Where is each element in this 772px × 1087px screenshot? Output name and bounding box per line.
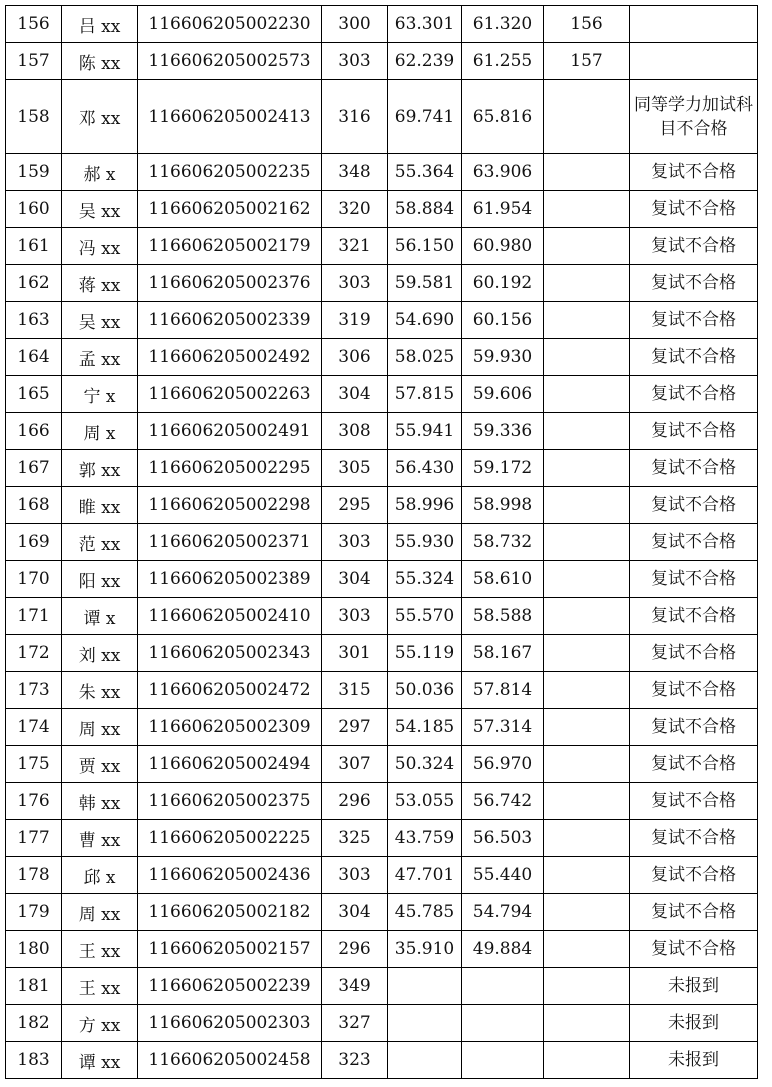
name-cell: 陈 xx <box>62 43 138 80</box>
remark-cell: 未报到 <box>630 1042 758 1079</box>
initial-score-cell: 316 <box>322 80 388 154</box>
exam-id-cell: 116606205002343 <box>138 635 322 672</box>
row-number-cell: 160 <box>6 191 62 228</box>
retest-score-cell: 58.996 <box>388 487 462 524</box>
rank-cell: 156 <box>544 6 630 43</box>
initial-score-cell: 303 <box>322 43 388 80</box>
table-row <box>6 820 758 857</box>
initial-score-cell: 304 <box>322 561 388 598</box>
rank-cell <box>544 709 630 746</box>
total-score-cell <box>462 1005 544 1042</box>
total-score-cell: 61.255 <box>462 43 544 80</box>
rank-cell: 157 <box>544 43 630 80</box>
rank-cell <box>544 339 630 376</box>
row-number-cell: 183 <box>6 1042 62 1079</box>
total-score-cell: 59.606 <box>462 376 544 413</box>
initial-score-cell: 297 <box>322 709 388 746</box>
retest-score-cell <box>388 968 462 1005</box>
remark-cell: 复试不合格 <box>630 339 758 376</box>
name-cell: 吴 xx <box>62 191 138 228</box>
initial-score-cell: 308 <box>322 413 388 450</box>
table-row <box>6 6 758 43</box>
remark-cell: 复试不合格 <box>630 302 758 339</box>
retest-score-cell: 50.324 <box>388 746 462 783</box>
exam-id-cell: 116606205002309 <box>138 709 322 746</box>
table-row <box>6 598 758 635</box>
initial-score-cell: 307 <box>322 746 388 783</box>
total-score-cell: 56.503 <box>462 820 544 857</box>
total-score-cell: 60.156 <box>462 302 544 339</box>
exam-id-cell: 116606205002295 <box>138 450 322 487</box>
retest-score-cell: 58.884 <box>388 191 462 228</box>
name-cell: 王 xx <box>62 931 138 968</box>
row-number-cell: 171 <box>6 598 62 635</box>
name-cell: 谭 x <box>62 598 138 635</box>
retest-score-cell: 55.324 <box>388 561 462 598</box>
name-cell: 曹 xx <box>62 820 138 857</box>
table-row <box>6 302 758 339</box>
table-row <box>6 1005 758 1042</box>
rank-cell <box>544 561 630 598</box>
table-row <box>6 894 758 931</box>
exam-id-cell: 116606205002413 <box>138 80 322 154</box>
exam-id-cell: 116606205002410 <box>138 598 322 635</box>
rank-cell <box>544 228 630 265</box>
remark-cell: 复试不合格 <box>630 450 758 487</box>
row-number-cell: 161 <box>6 228 62 265</box>
name-cell: 周 xx <box>62 894 138 931</box>
initial-score-cell: 321 <box>322 228 388 265</box>
initial-score-cell: 303 <box>322 598 388 635</box>
retest-score-cell: 55.930 <box>388 524 462 561</box>
name-cell: 方 xx <box>62 1005 138 1042</box>
exam-id-cell: 116606205002182 <box>138 894 322 931</box>
retest-score-cell: 54.690 <box>388 302 462 339</box>
table-row <box>6 413 758 450</box>
remark-cell: 复试不合格 <box>630 487 758 524</box>
table-row <box>6 561 758 598</box>
total-score-cell: 58.732 <box>462 524 544 561</box>
remark-cell: 未报到 <box>630 968 758 1005</box>
total-score-cell: 59.172 <box>462 450 544 487</box>
exam-id-cell: 116606205002389 <box>138 561 322 598</box>
remark-cell: 复试不合格 <box>630 635 758 672</box>
initial-score-cell: 301 <box>322 635 388 672</box>
remark-cell: 复试不合格 <box>630 154 758 191</box>
exam-id-cell: 116606205002157 <box>138 931 322 968</box>
remark-cell: 复试不合格 <box>630 598 758 635</box>
initial-score-cell: 296 <box>322 783 388 820</box>
row-number-cell: 172 <box>6 635 62 672</box>
total-score-cell: 56.742 <box>462 783 544 820</box>
exam-id-cell: 116606205002239 <box>138 968 322 1005</box>
initial-score-cell: 349 <box>322 968 388 1005</box>
initial-score-cell: 306 <box>322 339 388 376</box>
initial-score-cell: 303 <box>322 524 388 561</box>
remark-cell: 复试不合格 <box>630 746 758 783</box>
table-row <box>6 376 758 413</box>
remark-cell: 复试不合格 <box>630 672 758 709</box>
row-number-cell: 165 <box>6 376 62 413</box>
name-cell: 谭 xx <box>62 1042 138 1079</box>
retest-score-cell: 59.581 <box>388 265 462 302</box>
row-number-cell: 157 <box>6 43 62 80</box>
rank-cell <box>544 820 630 857</box>
name-cell: 冯 xx <box>62 228 138 265</box>
table-row <box>6 450 758 487</box>
total-score-cell: 59.336 <box>462 413 544 450</box>
rank-cell <box>544 598 630 635</box>
initial-score-cell: 327 <box>322 1005 388 1042</box>
exam-id-cell: 116606205002376 <box>138 265 322 302</box>
row-number-cell: 174 <box>6 709 62 746</box>
exam-id-cell: 116606205002339 <box>138 302 322 339</box>
initial-score-cell: 323 <box>322 1042 388 1079</box>
initial-score-cell: 296 <box>322 931 388 968</box>
name-cell: 周 xx <box>62 709 138 746</box>
initial-score-cell: 303 <box>322 265 388 302</box>
row-number-cell: 178 <box>6 857 62 894</box>
row-number-cell: 173 <box>6 672 62 709</box>
row-number-cell: 182 <box>6 1005 62 1042</box>
rank-cell <box>544 968 630 1005</box>
results-table <box>5 5 758 1079</box>
rank-cell <box>544 487 630 524</box>
remark-cell <box>630 43 758 80</box>
initial-score-cell: 319 <box>322 302 388 339</box>
row-number-cell: 166 <box>6 413 62 450</box>
exam-id-cell: 116606205002491 <box>138 413 322 450</box>
name-cell: 吴 xx <box>62 302 138 339</box>
remark-cell: 复试不合格 <box>630 857 758 894</box>
initial-score-cell: 295 <box>322 487 388 524</box>
name-cell: 刘 xx <box>62 635 138 672</box>
total-score-cell: 54.794 <box>462 894 544 931</box>
name-cell: 邱 x <box>62 857 138 894</box>
name-cell: 王 xx <box>62 968 138 1005</box>
total-score-cell <box>462 1042 544 1079</box>
rank-cell <box>544 265 630 302</box>
rank-cell <box>544 1042 630 1079</box>
table-row <box>6 339 758 376</box>
rank-cell <box>544 635 630 672</box>
row-number-cell: 159 <box>6 154 62 191</box>
exam-id-cell: 116606205002472 <box>138 672 322 709</box>
total-score-cell: 57.814 <box>462 672 544 709</box>
remark-cell: 复试不合格 <box>630 413 758 450</box>
row-number-cell: 180 <box>6 931 62 968</box>
rank-cell <box>544 894 630 931</box>
row-number-cell: 167 <box>6 450 62 487</box>
exam-id-cell: 116606205002494 <box>138 746 322 783</box>
rank-cell <box>544 857 630 894</box>
retest-score-cell: 56.430 <box>388 450 462 487</box>
name-cell: 蒋 xx <box>62 265 138 302</box>
total-score-cell: 58.610 <box>462 561 544 598</box>
retest-score-cell: 63.301 <box>388 6 462 43</box>
rank-cell <box>544 376 630 413</box>
retest-score-cell: 57.815 <box>388 376 462 413</box>
name-cell: 宁 x <box>62 376 138 413</box>
total-score-cell: 55.440 <box>462 857 544 894</box>
retest-score-cell: 35.910 <box>388 931 462 968</box>
exam-id-cell: 116606205002492 <box>138 339 322 376</box>
exam-id-cell: 116606205002573 <box>138 43 322 80</box>
total-score-cell: 58.588 <box>462 598 544 635</box>
remark-cell: 同等学力加试科目不合格 <box>630 80 758 154</box>
remark-cell: 复试不合格 <box>630 931 758 968</box>
retest-score-cell: 55.364 <box>388 154 462 191</box>
remark-cell: 复试不合格 <box>630 894 758 931</box>
table-row <box>6 783 758 820</box>
name-cell: 范 xx <box>62 524 138 561</box>
rank-cell <box>544 746 630 783</box>
initial-score-cell: 304 <box>322 376 388 413</box>
table-row <box>6 1042 758 1079</box>
initial-score-cell: 320 <box>322 191 388 228</box>
table-row <box>6 487 758 524</box>
remark-cell <box>630 6 758 43</box>
remark-cell: 未报到 <box>630 1005 758 1042</box>
row-number-cell: 169 <box>6 524 62 561</box>
row-number-cell: 179 <box>6 894 62 931</box>
table-row <box>6 968 758 1005</box>
name-cell: 孟 xx <box>62 339 138 376</box>
rank-cell <box>544 80 630 154</box>
total-score-cell: 58.998 <box>462 487 544 524</box>
remark-cell: 复试不合格 <box>630 265 758 302</box>
table-row <box>6 635 758 672</box>
exam-id-cell: 116606205002371 <box>138 524 322 561</box>
table-row <box>6 228 758 265</box>
row-number-cell: 162 <box>6 265 62 302</box>
remark-cell: 复试不合格 <box>630 376 758 413</box>
rank-cell <box>544 672 630 709</box>
total-score-cell <box>462 968 544 1005</box>
initial-score-cell: 300 <box>322 6 388 43</box>
exam-id-cell: 116606205002375 <box>138 783 322 820</box>
exam-id-cell: 116606205002298 <box>138 487 322 524</box>
table-row <box>6 80 758 154</box>
table-row <box>6 746 758 783</box>
total-score-cell: 49.884 <box>462 931 544 968</box>
exam-id-cell: 116606205002458 <box>138 1042 322 1079</box>
row-number-cell: 170 <box>6 561 62 598</box>
remark-cell: 复试不合格 <box>630 783 758 820</box>
retest-score-cell: 50.036 <box>388 672 462 709</box>
name-cell: 朱 xx <box>62 672 138 709</box>
table-row <box>6 154 758 191</box>
total-score-cell: 59.930 <box>462 339 544 376</box>
total-score-cell: 60.192 <box>462 265 544 302</box>
retest-score-cell: 55.941 <box>388 413 462 450</box>
initial-score-cell: 348 <box>322 154 388 191</box>
rank-cell <box>544 450 630 487</box>
total-score-cell: 60.980 <box>462 228 544 265</box>
name-cell: 韩 xx <box>62 783 138 820</box>
remark-cell: 复试不合格 <box>630 709 758 746</box>
rank-cell <box>544 1005 630 1042</box>
total-score-cell: 57.314 <box>462 709 544 746</box>
exam-id-cell: 116606205002303 <box>138 1005 322 1042</box>
exam-id-cell: 116606205002230 <box>138 6 322 43</box>
table-row <box>6 265 758 302</box>
total-score-cell: 56.970 <box>462 746 544 783</box>
retest-score-cell: 55.119 <box>388 635 462 672</box>
remark-cell: 复试不合格 <box>630 191 758 228</box>
initial-score-cell: 315 <box>322 672 388 709</box>
retest-score-cell: 54.185 <box>388 709 462 746</box>
name-cell: 贾 xx <box>62 746 138 783</box>
table-row <box>6 931 758 968</box>
retest-score-cell: 55.570 <box>388 598 462 635</box>
row-number-cell: 163 <box>6 302 62 339</box>
table-row <box>6 524 758 561</box>
rank-cell <box>544 413 630 450</box>
table-row <box>6 857 758 894</box>
retest-score-cell: 45.785 <box>388 894 462 931</box>
exam-id-cell: 116606205002162 <box>138 191 322 228</box>
remark-cell: 复试不合格 <box>630 561 758 598</box>
initial-score-cell: 305 <box>322 450 388 487</box>
rank-cell <box>544 931 630 968</box>
name-cell: 吕 xx <box>62 6 138 43</box>
name-cell: 郝 x <box>62 154 138 191</box>
retest-score-cell: 58.025 <box>388 339 462 376</box>
row-number-cell: 156 <box>6 6 62 43</box>
retest-score-cell <box>388 1042 462 1079</box>
total-score-cell: 61.954 <box>462 191 544 228</box>
row-number-cell: 181 <box>6 968 62 1005</box>
name-cell: 阳 xx <box>62 561 138 598</box>
exam-id-cell: 116606205002263 <box>138 376 322 413</box>
retest-score-cell: 69.741 <box>388 80 462 154</box>
name-cell: 睢 xx <box>62 487 138 524</box>
remark-cell: 复试不合格 <box>630 228 758 265</box>
initial-score-cell: 325 <box>322 820 388 857</box>
remark-cell: 复试不合格 <box>630 820 758 857</box>
name-cell: 郭 xx <box>62 450 138 487</box>
rank-cell <box>544 302 630 339</box>
table-row <box>6 672 758 709</box>
total-score-cell: 61.320 <box>462 6 544 43</box>
retest-score-cell: 62.239 <box>388 43 462 80</box>
exam-id-cell: 116606205002225 <box>138 820 322 857</box>
exam-id-cell: 116606205002436 <box>138 857 322 894</box>
total-score-cell: 63.906 <box>462 154 544 191</box>
remark-cell: 复试不合格 <box>630 524 758 561</box>
retest-score-cell: 56.150 <box>388 228 462 265</box>
exam-id-cell: 116606205002179 <box>138 228 322 265</box>
table-row <box>6 191 758 228</box>
row-number-cell: 175 <box>6 746 62 783</box>
name-cell: 邓 xx <box>62 80 138 154</box>
retest-score-cell: 43.759 <box>388 820 462 857</box>
table-row <box>6 43 758 80</box>
rank-cell <box>544 783 630 820</box>
row-number-cell: 176 <box>6 783 62 820</box>
rank-cell <box>544 524 630 561</box>
row-number-cell: 177 <box>6 820 62 857</box>
rank-cell <box>544 154 630 191</box>
table-row <box>6 709 758 746</box>
total-score-cell: 65.816 <box>462 80 544 154</box>
row-number-cell: 164 <box>6 339 62 376</box>
retest-score-cell <box>388 1005 462 1042</box>
table-body <box>6 6 758 1079</box>
initial-score-cell: 304 <box>322 894 388 931</box>
exam-id-cell: 116606205002235 <box>138 154 322 191</box>
total-score-cell: 58.167 <box>462 635 544 672</box>
retest-score-cell: 47.701 <box>388 857 462 894</box>
rank-cell <box>544 191 630 228</box>
retest-score-cell: 53.055 <box>388 783 462 820</box>
row-number-cell: 158 <box>6 80 62 154</box>
row-number-cell: 168 <box>6 487 62 524</box>
name-cell: 周 x <box>62 413 138 450</box>
initial-score-cell: 303 <box>322 857 388 894</box>
